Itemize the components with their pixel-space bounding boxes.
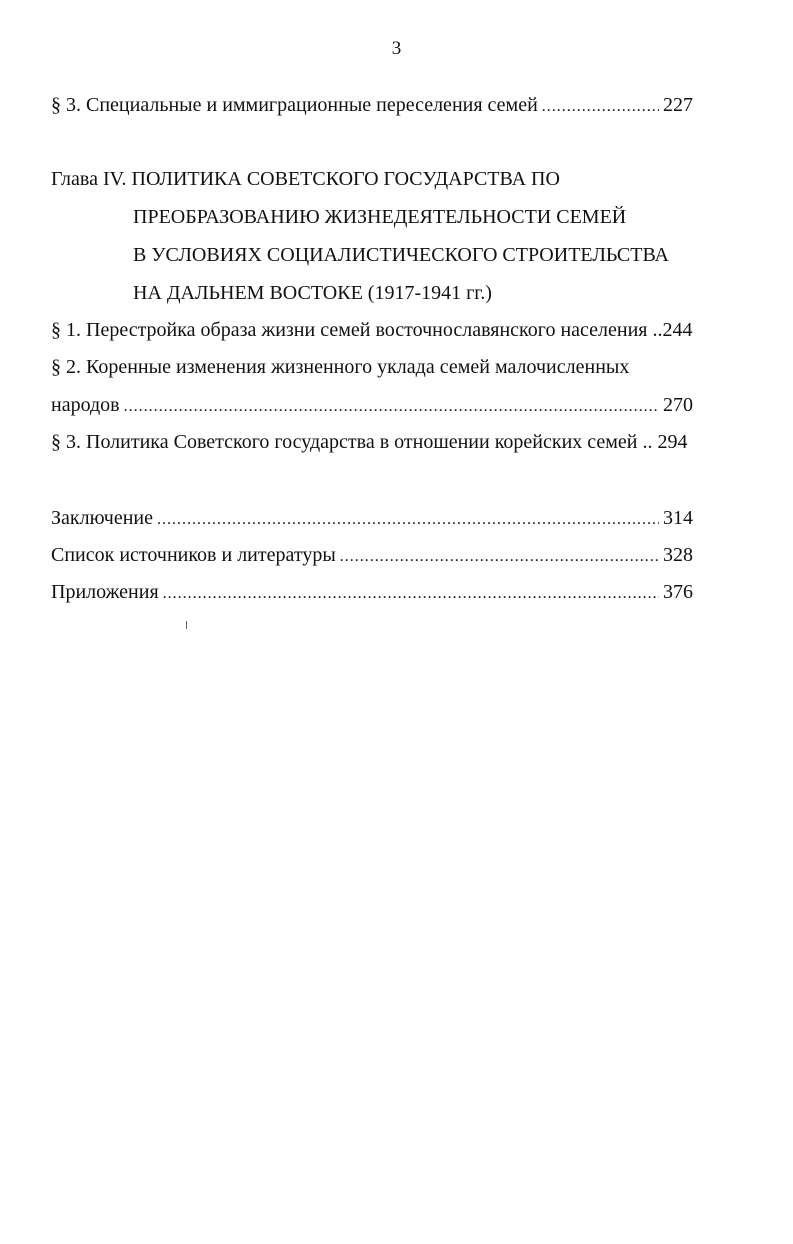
toc-entry-text: Заключение — [51, 507, 153, 529]
toc-entry-page: 314 — [663, 507, 693, 529]
toc-entry-page: 328 — [663, 544, 693, 566]
scan-mark — [186, 621, 187, 629]
toc-entry-page: 227 — [663, 94, 693, 116]
toc-entry-conclusion — [51, 505, 693, 533]
dot-leader — [157, 507, 659, 533]
dot-leader — [542, 94, 659, 120]
toc-entry-text: § 3. Специальные и иммиграционные переселения семей — [51, 94, 538, 116]
toc-entry-text: народов — [51, 394, 120, 416]
toc-entry-bibliography — [51, 542, 693, 570]
toc-entry-chapter4-section-1: § 1. Перестройка образа жизни семей восточнославянского населения ..244 — [51, 319, 693, 341]
toc-entry-chapter4-section-2-line-2 — [51, 392, 693, 420]
toc-entry-page: 270 — [663, 394, 693, 416]
chapter-heading-line-2: ПРЕОБРАЗОВАНИЮ ЖИЗНЕДЕЯТЕЛЬНОСТИ СЕМЕЙ — [133, 206, 627, 228]
chapter-heading-line-3: В УСЛОВИЯХ СОЦИАЛИСТИЧЕСКОГО СТРОИТЕЛЬСТВА — [133, 244, 669, 266]
toc-entry-page: 376 — [663, 581, 693, 603]
toc-entry-text: Список источников и литературы — [51, 544, 336, 566]
toc-entry-section-3-migration — [51, 92, 693, 120]
toc-entry-chapter4-section-2-line-1: § 2. Коренные изменения жизненного уклада семей малочисленных — [51, 356, 630, 378]
dot-leader — [163, 581, 659, 607]
page-number: 3 — [391, 38, 402, 59]
dot-leader — [340, 544, 659, 570]
chapter-heading-line-1: Глава IV. ПОЛИТИКА СОВЕТСКОГО ГОСУДАРСТВА ПО — [51, 168, 560, 190]
toc-entry-chapter4-section-3: § 3. Политика Советского государства в отношении корейских семей .. 294 — [51, 431, 688, 453]
dot-leader — [124, 394, 659, 420]
chapter-heading-line-4: НА ДАЛЬНЕМ ВОСТОКЕ (1917-1941 гг.) — [133, 282, 492, 304]
toc-entry-text: Приложения — [51, 581, 159, 603]
toc-entry-appendices — [51, 579, 693, 607]
